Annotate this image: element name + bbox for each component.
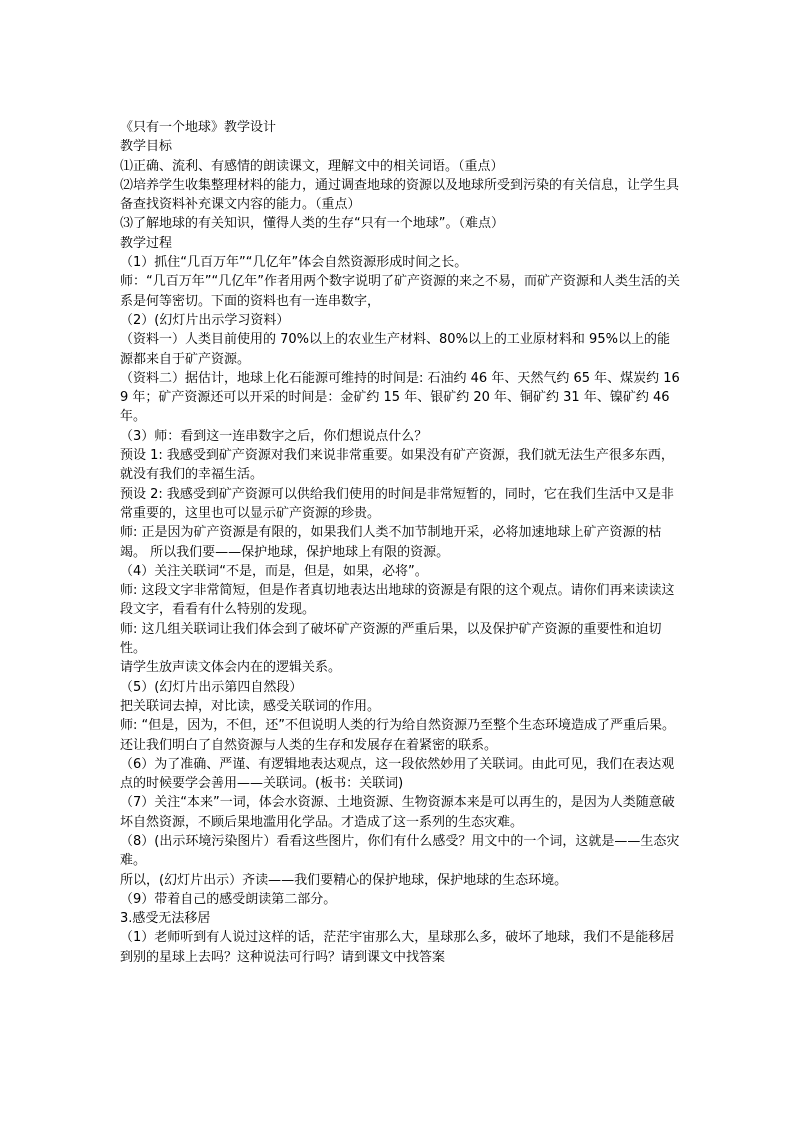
objective-1: ⑴正确、流利、有感情的朗读课文，理解文中的相关词语。（重点） (120, 158, 504, 174)
paragraph: 预设 2: 我感受到矿产资源可以供给我们使用的时间是非常短暂的，同时，它在我们生活中又是非常重要的，这里也可以显示矿产资源的珍贵。 (120, 486, 674, 521)
paragraph: （6）为了准确、严谨、有逻辑地表达观点，这一段依然妙用了关联词。由此可见，我们在表达观点的时候要学会善用——关联词。(板书：关联词) (120, 756, 675, 792)
section-heading-relocation: 3.感受无法移居 (120, 911, 211, 927)
paragraph: （4）关注关联词“不是，而是，但是，如果，必将”。 (120, 563, 428, 579)
paragraph: （3）师：看到这一连串数字之后，你们想说点什么？ (120, 428, 428, 444)
paragraph: （9）带着自己的感受朗读第二部分。 (120, 891, 337, 907)
paragraph: （资料一）人类目前使用的 70%以上的农业生产材料、80%以上的工业原材料和 95%以上的能源都来自于矿产资源。 (120, 332, 670, 367)
paragraph: 请学生放声读文体会内在的逻辑关系。 (120, 660, 342, 676)
paragraph: 所以，(幻灯片出示）齐读——我们要精心的保护地球，保护地球的生态环境。 (120, 872, 568, 888)
paragraph: 把关联词去掉，对比读，感受关联词的作用。 (120, 698, 381, 714)
objective-3: ⑶了解地球的有关知识，懂得人类的生存“只有一个地球”。（难点） (120, 216, 504, 232)
section-heading-objectives: 教学目标 (120, 139, 173, 155)
paragraph: 预设 1: 我感受到矿产资源对我们来说非常重要。如果没有矿产资源，我们就无法生产很多东西，就没有我们的幸福生活。 (120, 448, 674, 483)
paragraph: 师: 这几组关联词让我们体会到了破坏矿产资源的严重后果，以及保护矿产资源的重要性和迫切性。 (120, 621, 662, 657)
document-title: 《只有一个地球》教学设计 (120, 120, 277, 135)
paragraph: （资料二）据估计，地球上化石能源可维持的时间是: 石油约 46 年、天然气约 65 年、煤炭约 169 年；矿产资源还可以开采的时间是：金矿约 15 年、银矿约 20 年、铜矿约 31 年、镍矿约 46 年。 (120, 370, 680, 425)
paragraph: （5）(幻灯片出示第四自然段） (120, 679, 303, 695)
paragraph: （7）关注“本来”一词，体会水资源、土地资源、生物资源本来是可以再生的，是因为人类随意破坏自然资源，不顾后果地滥用化学品。才造成了这一系列的生态灾难。 (120, 795, 675, 830)
paragraph: （1）老师听到有人说过这样的话，茫茫宇宙那么大，星球那么多，破坏了地球，我们不是能移居到别的星球上去吗？这种说法可行吗？请到课文中找答案 (120, 930, 675, 965)
paragraph: （2）(幻灯片出示学习资料） (120, 312, 290, 328)
section-heading-process: 教学过程 (120, 235, 173, 251)
paragraph: （8）(出示环境污染图片）看看这些图片，你们有什么感受？用文中的一个词，这就是——生态灾难。 (120, 833, 680, 869)
paragraph: 师: 正是因为矿产资源是有限的，如果我们人类不加节制地开采，必将加速地球上矿产资源的枯竭。 所以我们要——保护地球，保护地球上有限的资源。 (120, 525, 662, 560)
objective-2: ⑵培养学生收集整理材料的能力，通过调查地球的资源以及地球所受到污染的有关信息，让学生具备查找资料补充课文内容的能力。（重点） (120, 177, 680, 213)
paragraph: 师: 这段文字非常简短，但是作者真切地表达出地球的资源是有限的这个观点。请你们再来读读这段文字，看看有什么特别的发现。 (120, 583, 675, 618)
paragraph: 师: “但是，因为，不但，还”不但说明人类的行为给自然资源乃至整个生态环境造成了严重后果。还让我们明白了自然资源与人类的生存和发展存在着紧密的联系。 (120, 718, 675, 753)
paragraph: （1）抓住“几百万年”“几亿年”体会自然资源形成时间之长。 (120, 255, 468, 271)
paragraph: 师：“几百万年”“几亿年”作者用两个数字说明了矿产资源的来之不易，而矿产资源和人类生活的关系是何等密切。下面的资料也有一连串数字， (120, 274, 680, 309)
document-body (120, 118, 682, 967)
